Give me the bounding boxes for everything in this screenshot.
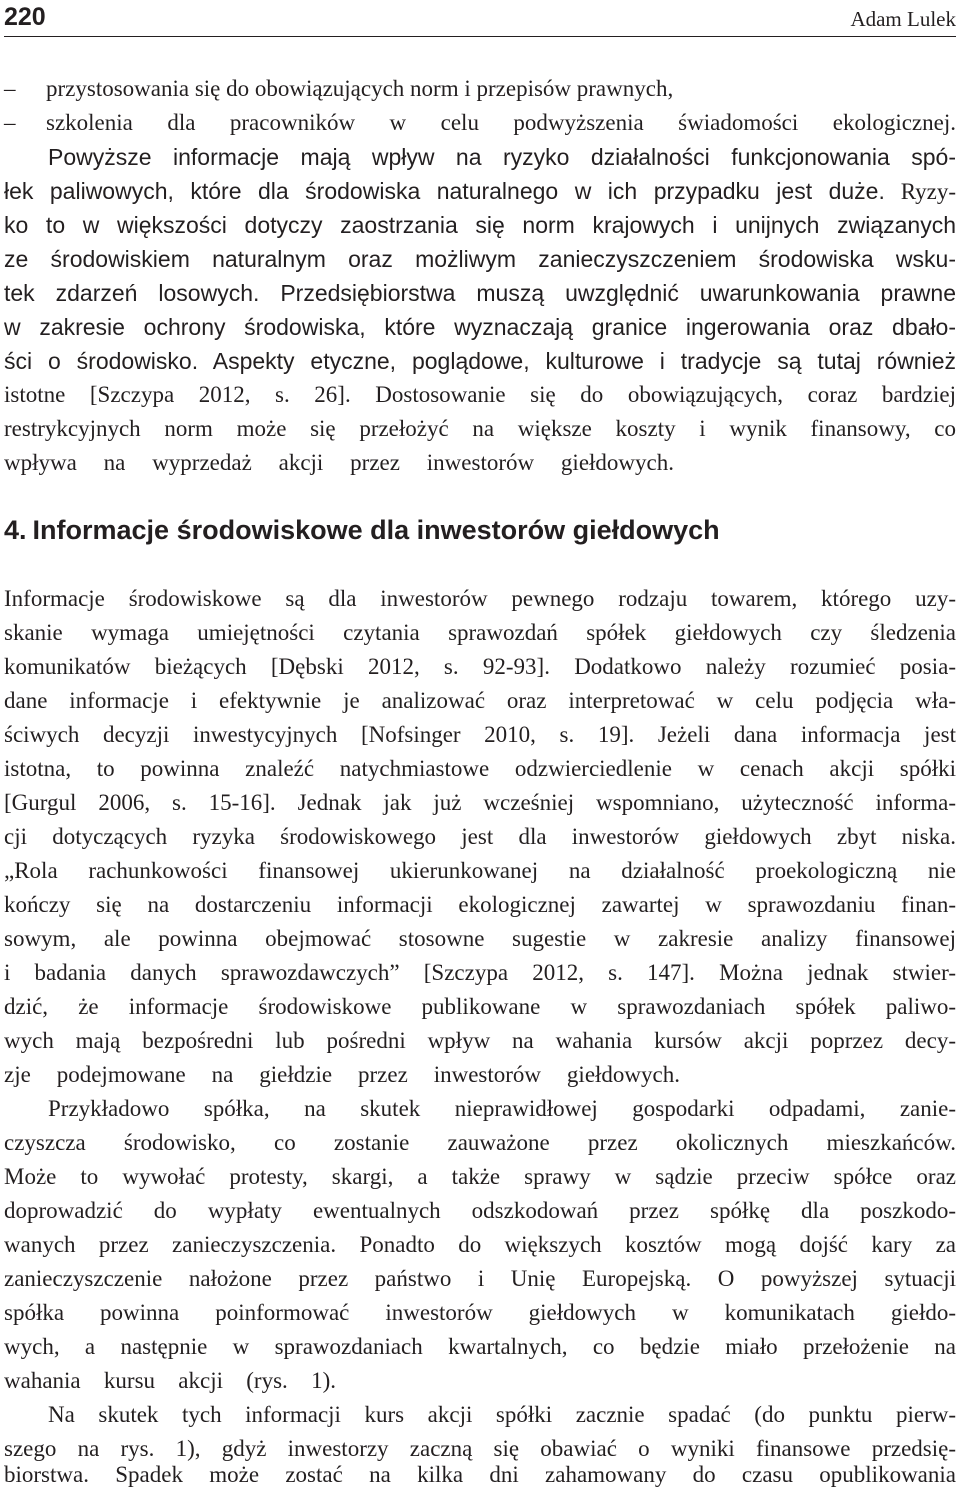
running-header xyxy=(4,0,956,37)
body-text: ści o środowisko. xyxy=(4,348,199,374)
body-text: tek zdarzeń losowych. xyxy=(4,280,260,306)
body-line: kończy się na dostarczeniu informacji ekologicznej zawartej w sprawozdaniu finan- xyxy=(4,892,956,917)
body-line: wych, a następnie w sprawozdaniach kwartalnych, co będzie miało przełożenie na xyxy=(4,1334,956,1359)
list-dash: – xyxy=(4,76,16,101)
body-text: biorstwa. xyxy=(4,1462,89,1487)
body-line: wpływa na wyprzedaż akcji przez inwestorów giełdowych. xyxy=(4,450,674,475)
body-line: „Rola rachunkowości finansowej ukierunkowanej na działalność proekologiczną nie xyxy=(4,858,956,883)
body-line xyxy=(4,1262,956,1296)
body-line xyxy=(4,650,956,684)
body-line: istotna, to powinna znaleźć natychmiastowe odzwierciedlenie w cenach akcji spółki xyxy=(4,756,956,781)
body-text: Przedsiębiorstwa muszą uwzględnić uwarunkowania prawne xyxy=(259,280,956,306)
body-text: Można jednak stwier- xyxy=(694,960,956,985)
body-line xyxy=(4,786,956,820)
body-line: dzić, że informacje środowiskowe publikowane w sprawozdaniach spółek paliwo- xyxy=(4,994,956,1019)
body-line: Na skutek tych informacji kurs akcji spółki zacznie spadać (do punktu pierw- xyxy=(48,1402,956,1427)
body-line: ze środowiskiem naturalnym oraz możliwym zanieczyszczeniem środowiska wsku- xyxy=(4,246,956,272)
body-line xyxy=(4,174,956,209)
body-line: wych mają bezpośredni lub pośredni wpływ na wahania kursów akcji poprzez decy- xyxy=(4,1028,956,1053)
body-line xyxy=(4,1228,956,1262)
body-text: Aspekty etyczne, poglądowe, kulturowe i tradycje są tutaj również xyxy=(198,348,956,374)
body-line: czyszcza środowisko, co zostanie zauważone przez okolicznych mieszkańców. xyxy=(4,1130,956,1155)
list-item: przystosowania się do obowiązujących norm i przepisów prawnych, xyxy=(46,76,674,101)
list-dash: – xyxy=(4,110,16,135)
body-text: Jeżeli dana informacja jest xyxy=(634,722,956,747)
body-text: Ryzy- xyxy=(884,179,956,204)
body-text: komunikatów bieżących [Dębski 2012, s. 92-93]. xyxy=(4,654,550,679)
body-line: zje podejmowane na giełdzie przez inwestorów giełdowych. xyxy=(4,1062,680,1087)
body-text: Dodatkowo należy rozumieć posia- xyxy=(549,654,957,679)
body-line xyxy=(4,344,956,379)
body-line: doprowadzić do wypłaty ewentualnych odszkodowań przez spółkę dla poszkodo- xyxy=(4,1198,956,1223)
body-text: istotne [Szczypa 2012, s. 26]. xyxy=(4,382,351,407)
body-text: Jednak jak już wcześniej wspomniano, użyteczność informa- xyxy=(275,790,957,815)
body-line: wahania kursu akcji (rys. 1). xyxy=(4,1368,336,1393)
body-line xyxy=(4,1458,956,1492)
section-title: Informacje środowiskowe dla inwestorów giełdowych xyxy=(32,515,720,545)
body-line xyxy=(4,718,956,752)
section-number: 4. xyxy=(4,515,27,545)
body-line: Powyższe informacje mają wpływ na ryzyko działalności funkcjonowania spó- xyxy=(48,144,956,170)
section-heading xyxy=(4,512,720,548)
body-line: dane informacje i efektywnie je analizować oraz interpretować w celu podjęcia wła- xyxy=(4,688,956,713)
list-item: szkolenia dla pracowników w celu podwyższenia świadomości ekologicznej. xyxy=(46,110,956,135)
body-text: Ponadto do większych kosztów mogą dojść kary za xyxy=(336,1232,956,1257)
body-line: cji dotyczących ryzyka środowiskowego jest dla inwestorów giełdowych zbyt niska. xyxy=(4,824,956,849)
body-text: [Gurgul 2006, s. 15-16]. xyxy=(4,790,276,815)
body-line xyxy=(4,378,956,412)
body-line: ko to w większości dotyczy zaostrzania się norm krajowych i unijnych związanych xyxy=(4,212,956,238)
body-text: Dostosowanie się do obowiązujących, coraz bardziej xyxy=(350,382,956,407)
body-line xyxy=(4,956,956,990)
body-text: Spadek może zostać na kilka dni zahamowany do czasu opublikowania xyxy=(88,1462,956,1487)
page-number: 220 xyxy=(4,3,46,31)
body-text: łek paliwowych, które dla środowiska naturalnego w ich przypadku jest duże. xyxy=(4,178,885,204)
body-line: szego na rys. 1), gdyż inwestorzy zaczną się obawiać o wyniki finansowe przedsię- xyxy=(4,1436,956,1461)
body-text: zanieczyszczenie nałożone przez państwo i Unię Europejską. xyxy=(4,1266,692,1291)
body-text: wanych przez zanieczyszczenia. xyxy=(4,1232,337,1257)
running-author: Adam Lulek xyxy=(850,7,956,31)
body-line: restrykcyjnych norm może się przełożyć na większe koszty i wynik finansowy, co xyxy=(4,416,956,441)
body-line xyxy=(4,276,956,311)
body-line: spółka powinna poinformować inwestorów giełdowych w komunikatach giełdo- xyxy=(4,1300,956,1325)
body-line: sowym, ale powinna obejmować stosowne sugestie w zakresie analizy finansowej xyxy=(4,926,956,951)
body-text: ściwych decyzji inwestycyjnych [Nofsinger 2010, s. 19]. xyxy=(4,722,635,747)
body-text: i badania danych sprawozdawczych” [Szczypa 2012, s. 147]. xyxy=(4,960,695,985)
body-line: Może to wywołać protesty, skargi, a także sprawy w sądzie przeciw spółce oraz xyxy=(4,1164,956,1189)
body-text: O powyższej sytuacji xyxy=(691,1266,957,1291)
body-line: w zakresie ochrony środowiska, które wyznaczają granice ingerowania oraz dbało- xyxy=(4,314,956,340)
body-line: skanie wymaga umiejętności czytania sprawozdań spółek giełdowych czy śledzenia xyxy=(4,620,956,645)
body-line: Przykładowo spółka, na skutek nieprawidłowej gospodarki odpadami, zanie- xyxy=(48,1096,956,1121)
body-line: Informacje środowiskowe są dla inwestorów pewnego rodzaju towarem, którego uzy- xyxy=(4,586,956,611)
